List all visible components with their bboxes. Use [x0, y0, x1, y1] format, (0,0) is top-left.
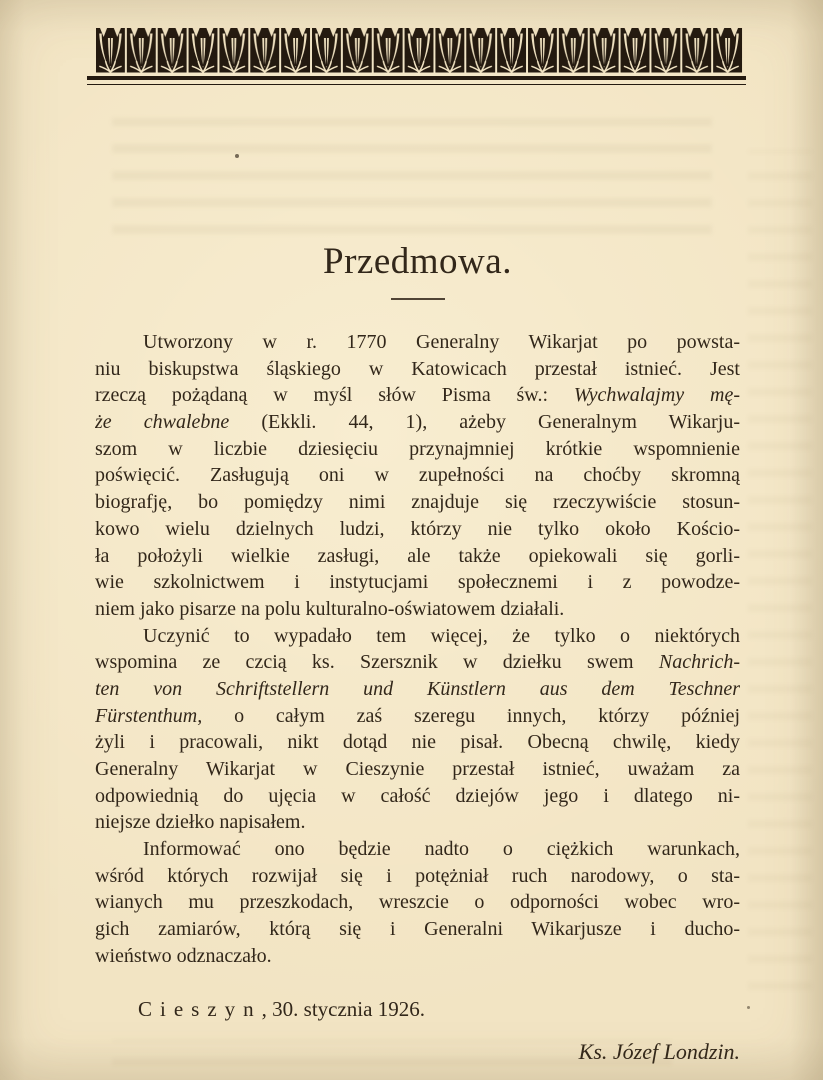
ornament-rule-thick [87, 76, 746, 80]
text-line [95, 489, 740, 516]
text-line [95, 516, 740, 543]
text-segment: Fürstenthum, [95, 704, 203, 727]
text-segment: wśród których rozwijał się i potężniał ruch narodowy, o sta- [95, 864, 740, 887]
ink-speck [235, 154, 239, 158]
text-segment: wspomina ze czcią ks. Szersznik w dziełku swem [95, 651, 659, 674]
dateline [95, 995, 740, 1023]
text-segment: niu biskupstwa śląskiego w Katowicach przestał istnieć. Jest [95, 357, 740, 380]
text-segment: Utworzony w r. 1770 Generalny Wikarjat po powsta- [143, 331, 740, 353]
page-title: Przedmowa. [323, 241, 512, 282]
text-line [95, 703, 740, 730]
text-line [95, 649, 740, 676]
text-segment: Nachrich- [658, 651, 740, 674]
signature: Ks. Józef Londzin. [578, 1039, 740, 1064]
tulip-ornament-band [95, 28, 743, 74]
text-line [95, 356, 740, 383]
text-segment: niejsze dziełko napisałem. [95, 811, 306, 834]
text-segment: (Ekkli. 44, 1), ażeby Generalnym Wikarju- [261, 411, 740, 434]
text-segment: Uczynić to wypadało tem więcej, że tylko o niektórych [143, 624, 740, 647]
text-segment: żyli i pracowali, nikt dotąd nie pisał. Obecną chwilę, kiedy [95, 731, 740, 754]
text-segment: Generalny Wikarjat w Cieszynie przestał istnieć, uważam za [95, 758, 740, 780]
text-segment: poświęcić. Zasługują oni w zupełności na choćby skromną [95, 464, 740, 487]
text-segment: o całym zaś szeregu innych, którzy później [202, 704, 740, 727]
dateline-date: , 30. stycznia 1926. [261, 997, 425, 1021]
text-segment: kowo wielu dzielnych ludzi, którzy nie tylko około Kościo- [95, 517, 740, 540]
text-segment: Wychwalajmy mę- [573, 384, 740, 407]
text-line [95, 889, 740, 916]
dateline-place: Cieszyn [138, 997, 262, 1021]
text-line [95, 596, 740, 623]
text-segment: wianych mu przeszkodach, wreszcie o odporności wobec wro- [95, 891, 740, 914]
text-line [95, 436, 740, 463]
text-segment: szom w liczbie dziesięciu przynajmniej krótkie wspomnienie [95, 437, 740, 460]
text-segment: ła położyli wielkie zasługi, ale także opiekowali się gorli- [95, 544, 740, 567]
text-line [95, 382, 740, 409]
text-segment: odpowiednią do ujęcia w całość dziejów jego i dlatego ni- [95, 784, 740, 807]
text-segment: niem jako pisarze na polu kulturalno-oświatowem działali. [95, 597, 565, 620]
preface-text [95, 329, 740, 970]
text-line [95, 809, 740, 836]
text-line [95, 756, 740, 783]
text-line [95, 569, 740, 596]
text-segment: wie szkolnictwem i instytucjami społecznemi i z powodze- [95, 571, 740, 594]
text-line [95, 409, 740, 436]
text-segment: wieństwo odznaczało. [95, 944, 272, 967]
text-line [95, 329, 740, 356]
text-segment: ten von Schriftstellern und Künstlern aus dem Teschner [95, 677, 740, 700]
text-line [95, 623, 740, 650]
text-line [95, 836, 740, 863]
text-segment: gich zamiarów, którą się i Generalni Wikarjusze i ducho- [95, 918, 740, 941]
bleed-through-texture [112, 118, 712, 234]
title-divider [391, 298, 445, 300]
text-segment: rzeczą pożądaną w myśl słów Pisma św.: [95, 384, 574, 407]
text-line [95, 916, 740, 943]
text-line [95, 863, 740, 890]
text-line [95, 543, 740, 570]
text-line [95, 462, 740, 489]
bleed-through-texture [748, 150, 812, 990]
text-segment: Informować ono będzie nadto o ciężkich warunkach, [143, 838, 740, 861]
text-line [95, 676, 740, 703]
text-line [95, 943, 740, 970]
text-segment: że chwalebne [95, 411, 262, 434]
text-line [95, 729, 740, 756]
ornament-rule-thin [87, 84, 746, 86]
ink-speck [747, 1006, 750, 1009]
text-segment: biografję, bo pomiędzy nimi znajduje się rzeczywiście stosun- [95, 491, 740, 514]
text-line [95, 783, 740, 810]
